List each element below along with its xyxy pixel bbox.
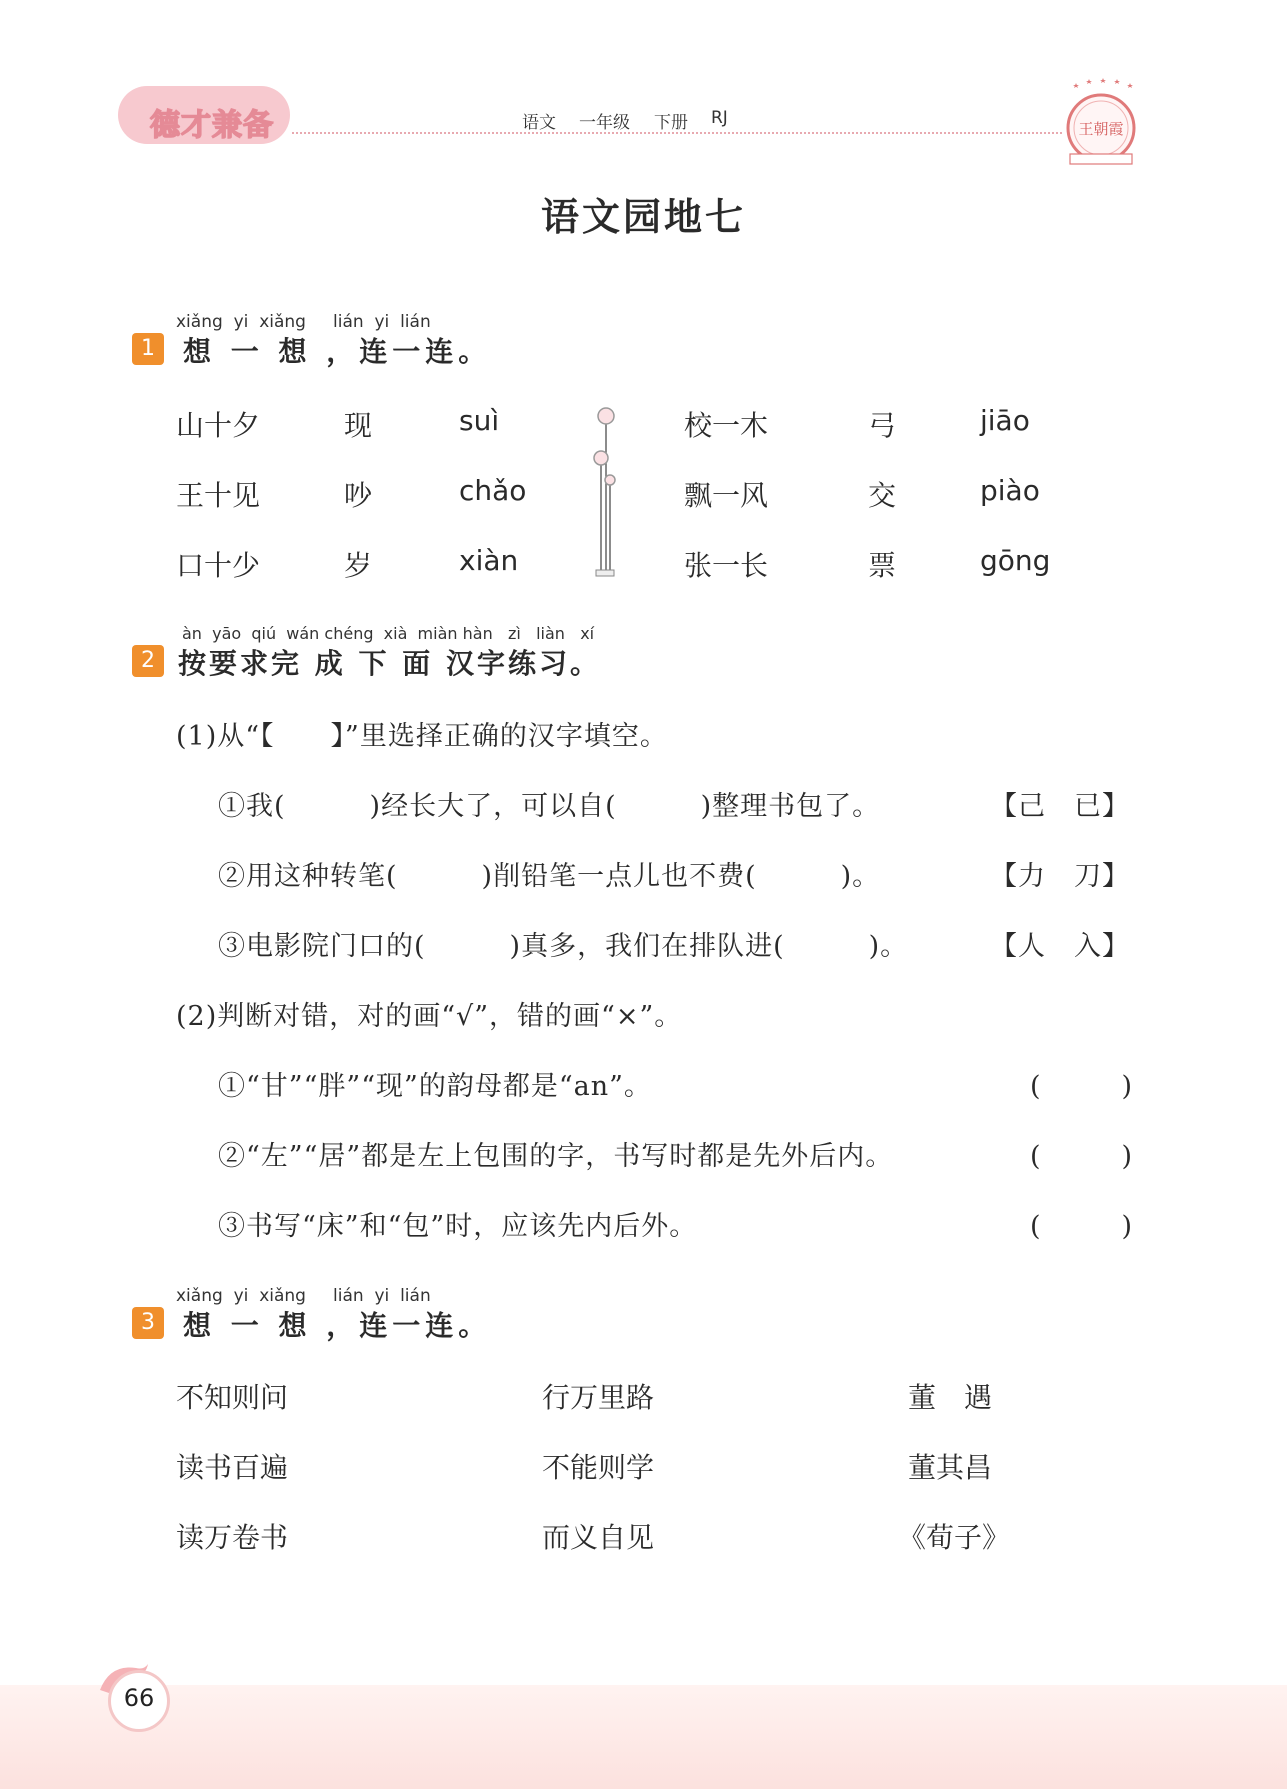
combo-cell: 王十见 <box>176 479 261 512</box>
judge-item: ②“左”“居”都是左上包围的字，书写时都是先外后内。 <box>218 1141 894 1172</box>
answer-parentheses[interactable]: ( ) <box>1030 1071 1133 1102</box>
fill-options: 【己 已】 <box>990 791 1130 822</box>
answer-parentheses[interactable]: ( ) <box>1030 1141 1133 1172</box>
answer-parentheses[interactable]: ( ) <box>1030 1211 1133 1242</box>
judge-item: ①“甘”“胖”“现”的韵母都是“an”。 <box>218 1071 652 1102</box>
phrase-cell: 读万卷书 <box>176 1521 289 1554</box>
section2-number: 2 <box>132 645 164 677</box>
char-cell: 交 <box>868 479 897 512</box>
char-cell: 岁 <box>344 549 373 582</box>
fill-item: ①我( )经长大了，可以自( )整理书包了。 <box>218 791 881 822</box>
page-number: 66 <box>123 1684 155 1712</box>
phrase-cell: 而义自见 <box>542 1521 655 1554</box>
seal-icon <box>1060 78 1142 168</box>
fill-options: 【力 刀】 <box>990 861 1130 892</box>
header-grade: 一年级 <box>579 113 630 133</box>
teacher-seal <box>1060 78 1142 168</box>
section1-pinyin: xiǎng yi xiǎng lián yi lián <box>176 312 431 332</box>
phrase-cell: 读书百遍 <box>176 1451 289 1484</box>
combo-cell: 张一长 <box>684 549 769 582</box>
combo-cell: 口十少 <box>176 549 261 582</box>
char-cell: 现 <box>344 409 373 442</box>
pinyin-cell: chǎo <box>459 474 527 507</box>
part2-prompt: (2)判断对错，对的画“√”，错的画“×”。 <box>176 1001 683 1032</box>
author-cell: 《荀子》 <box>898 1521 1011 1554</box>
section2-pinyin: àn yāo qiú wán chéng xià miàn hàn zì liàn xí <box>182 624 595 643</box>
pinyin-cell: jiāo <box>980 404 1030 437</box>
page-title: 语文园地七 <box>540 195 746 239</box>
section3-title: 想 一 想 ，连一连。 <box>183 1309 492 1342</box>
combo-cell: 校一木 <box>684 409 769 442</box>
pinyin-cell: suì <box>459 404 500 437</box>
part1-prompt: (1)从“【 】”里选择正确的汉字填空。 <box>176 721 668 752</box>
phrase-cell: 不知则问 <box>176 1381 289 1414</box>
section1-title: 想 一 想 ，连一连。 <box>183 335 492 368</box>
pinyin-cell: gōng <box>980 544 1051 577</box>
author-cell: 董 遇 <box>908 1381 993 1414</box>
seal-name: 王朝霞 <box>1078 120 1124 138</box>
char-cell: 弓 <box>868 409 897 442</box>
pinyin-cell: xiàn <box>459 544 519 577</box>
footer-band <box>0 1685 1287 1789</box>
fill-options: 【人 入】 <box>990 931 1130 962</box>
header-subject: 语文 <box>522 113 556 133</box>
phrase-cell: 行万里路 <box>542 1381 655 1414</box>
phrase-cell: 不能则学 <box>542 1451 655 1484</box>
pinyin-cell: piào <box>980 474 1040 507</box>
header-volume: 下册 <box>654 113 688 133</box>
judge-item: ③书写“床”和“包”时，应该先内后外。 <box>218 1211 698 1242</box>
pin-divider <box>588 404 628 580</box>
fill-item: ②用这种转笔( )削铅笔一点儿也不费( )。 <box>218 861 881 892</box>
char-cell: 吵 <box>344 479 373 512</box>
fill-item: ③电影院门口的( )真多，我们在排队进( )。 <box>218 931 909 962</box>
combo-cell: 山十夕 <box>176 409 261 442</box>
author-cell: 董其昌 <box>908 1451 993 1484</box>
section3-number: 3 <box>132 1307 164 1339</box>
section1-number: 1 <box>132 333 164 365</box>
char-cell: 票 <box>868 549 897 582</box>
combo-cell: 飘一风 <box>684 479 769 512</box>
pin-icon <box>588 404 628 580</box>
section2-title: 按要求完 成 下 面 汉字练习。 <box>178 647 601 680</box>
brand-logo-text: 德才兼备 <box>150 108 274 143</box>
section3-pinyin: xiǎng yi xiǎng lián yi lián <box>176 1286 431 1306</box>
header-edition: RJ <box>711 108 728 128</box>
